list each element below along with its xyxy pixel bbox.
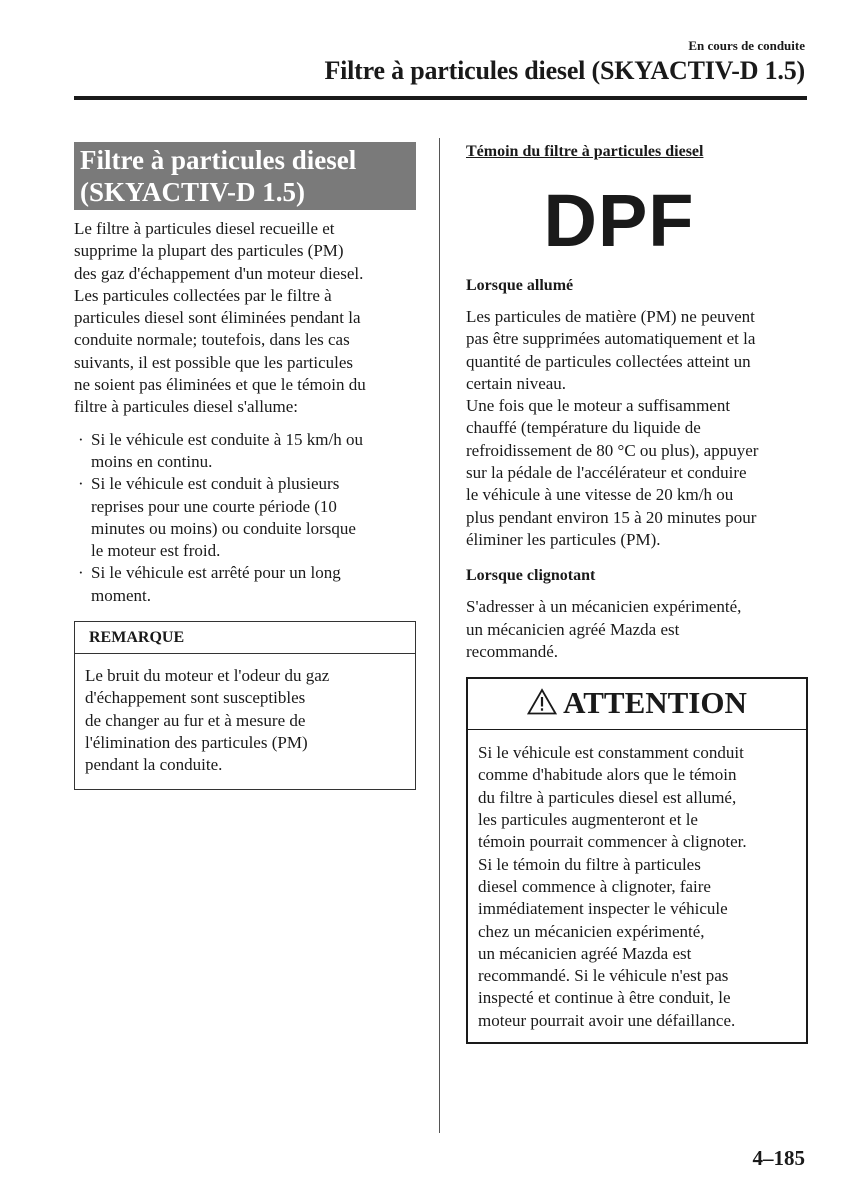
text-line: ne soient pas éliminées et que le témoin du (74, 375, 366, 395)
text-line: les particules augmenteront et le (478, 810, 698, 830)
text-line: d'échappement sont susceptibles (85, 688, 306, 708)
text-line: immédiatement inspecter le véhicule (478, 899, 728, 919)
text-line: quantité de particules collectées atteint un (466, 351, 751, 371)
text-line: un mécanicien agréé Mazda est (466, 619, 680, 639)
text-line: de changer au fur et à mesure de (85, 710, 306, 730)
blink-heading: Lorsque clignotant (466, 567, 596, 585)
text-line: recommandé. (466, 641, 559, 661)
attention-box (466, 677, 808, 1044)
text-line: plus pendant environ 15 à 20 minutes pour (466, 507, 757, 527)
intro-paragraph (74, 218, 416, 419)
text-line: refroidissement de 80 °C ou plus), appuyer (466, 440, 759, 460)
list-item (74, 562, 416, 607)
text-line: minutes ou moins) ou conduite lorsque (91, 518, 356, 538)
attention-heading (468, 679, 806, 730)
text-line: reprises pour une courte période (10 (91, 496, 337, 516)
text-line: Si le témoin du filtre à particules (478, 854, 701, 874)
dpf-indicator-icon: DPF (543, 179, 695, 262)
note-heading: REMARQUE (75, 622, 415, 654)
text-line: recommandé. Si le véhicule n'est pas (478, 966, 729, 986)
text-line: Si le véhicule est conduite à 15 km/h ou (91, 429, 363, 449)
text-line: Si le véhicule est constamment conduit (478, 743, 744, 763)
text-line: témoin pourrait commencer à clignoter. (478, 832, 747, 852)
text-line: filtre à particules diesel s'allume: (74, 397, 298, 417)
text-line: supprime la plupart des particules (PM) (74, 241, 344, 261)
column-divider (439, 138, 440, 1133)
text-line: un mécanicien agréé Mazda est (478, 943, 692, 963)
page-title: Filtre à particules diesel (SKYACTIV-D 1.5) (324, 56, 805, 85)
text-line: chauffé (température du liquide de (466, 418, 701, 438)
text-line: le véhicule à une vitesse de 20 km/h ou (466, 485, 734, 505)
text-line: Une fois que le moteur a suffisamment (466, 396, 731, 416)
text-line: pendant la conduite. (85, 755, 223, 775)
page-number: 4–185 (752, 1146, 805, 1170)
text-line: S'adresser à un mécanicien expérimenté, (466, 597, 742, 617)
indicator-heading: Témoin du filtre à particules diesel (466, 143, 704, 160)
text-line: particules diesel sont éliminées pendant la (74, 308, 361, 328)
text-line: certain niveau. (466, 373, 567, 393)
text-line: Si le véhicule est conduit à plusieurs (91, 474, 340, 494)
bullet-dot: · (78, 474, 84, 494)
text-line: conduite normale; toutefois, dans les cas (74, 330, 350, 350)
left-column (74, 142, 416, 790)
text-line: moteur pourrait avoir une défaillance. (478, 1010, 736, 1030)
right-column (466, 142, 808, 1044)
text-line: Le filtre à particules diesel recueille et (74, 219, 335, 238)
header-section-label: En cours de conduite (688, 38, 805, 53)
text-line: Les particules de matière (PM) ne peuvent (466, 307, 755, 326)
text-line: du filtre à particules diesel est allumé, (478, 787, 737, 807)
lit-paragraph (466, 306, 808, 551)
text-line: moment. (91, 585, 151, 605)
text-line: le moteur est froid. (91, 541, 221, 561)
condition-list (74, 429, 416, 607)
bullet-dot: · (78, 563, 84, 583)
blink-paragraph (466, 596, 808, 663)
list-item (74, 473, 416, 562)
section-title (74, 142, 416, 210)
text-line: suivants, il est possible que les particules (74, 352, 354, 372)
note-box (74, 621, 416, 789)
warning-triangle-icon (527, 687, 557, 723)
note-body (75, 654, 415, 788)
text-line: pas être supprimées automatiquement et la (466, 329, 756, 349)
attention-body (468, 730, 806, 1042)
section-title-line-1: Filtre à particules diesel (80, 145, 357, 175)
text-line: chez un mécanicien expérimenté, (478, 921, 705, 941)
text-line: Si le véhicule est arrêté pour un long (91, 563, 341, 583)
text-line: l'élimination des particules (PM) (85, 732, 308, 752)
text-line: inspecté et continue à être conduit, le (478, 988, 731, 1008)
text-line: Le bruit du moteur et l'odeur du gaz (85, 666, 330, 686)
lit-heading: Lorsque allumé (466, 277, 574, 294)
text-line: sur la pédale de l'accélérateur et conduire (466, 463, 747, 483)
attention-label: ATTENTION (563, 685, 747, 721)
text-line: comme d'habitude alors que le témoin (478, 765, 737, 785)
text-line: diesel commence à clignoter, faire (478, 876, 711, 896)
text-line: des gaz d'échappement d'un moteur diesel. (74, 263, 364, 283)
bullet-dot: · (78, 429, 84, 449)
header-rule (74, 96, 807, 100)
section-title-line-2: (SKYACTIV-D 1.5) (80, 177, 306, 207)
text-line: moins en continu. (91, 451, 213, 471)
list-item (74, 429, 416, 474)
text-line: éliminer les particules (PM). (466, 529, 661, 549)
text-line: Les particules collectées par le filtre à (74, 285, 332, 305)
